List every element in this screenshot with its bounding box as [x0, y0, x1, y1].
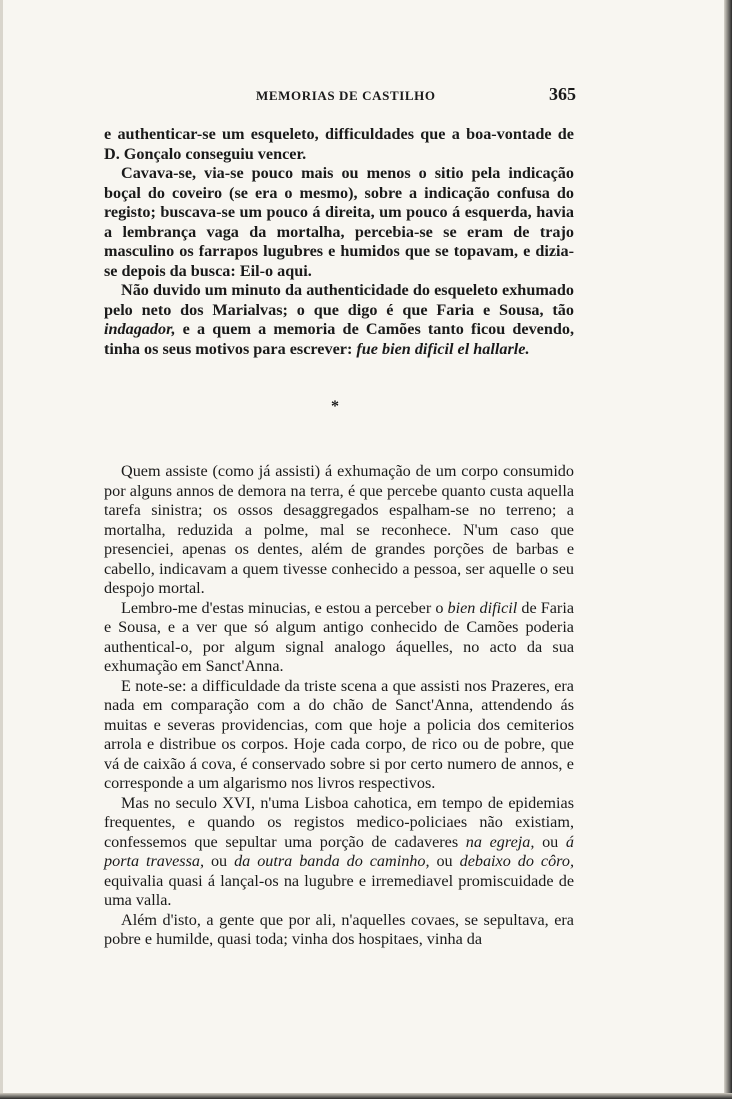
text-block-top	[104, 125, 574, 359]
page-bottom-edge	[0, 1093, 732, 1099]
paragraph: Não duvido um minuto da authenticidade do esqueleto exhumado pelo neto dos Marialvas; o que digo é que Faria e Sousa, tão indagador, e a quem a memoria de Camões tanto ficou devendo, tinha os seus motivos para escrever: fue bien dificil el hallarle.	[104, 281, 574, 358]
paragraph: Mas no seculo XVI, n'uma Lisboa cahotica, em tempo de epidemias frequentes, e quando os registos medico-policiaes não existiam, confessemos que sepultar uma porção de cadaveres na egreja, ou á porta travessa, ou da outra banda do caminho, ou debaixo do côro, equivalia quasi á lançal-os na lugubre e irremediavel promiscuidade de uma valla.	[104, 793, 575, 909]
paragraph: Quem assiste (como já assisti) á exhumação de um corpo consumido por alguns annos de demora na terra, é que percebe quanto custa aquella tarefa sinistra; os ossos desaggregados espalham-se no terreno; a mortalha, reduzida a polme, mal se reconhece. N'um caso que presenciei, apenas os dentes, além de grandes porções de barbas e cabello, indicavam a quem tivesse conhecido a pessoa, ser aquelle o seu despojo mortal.	[104, 462, 574, 597]
page-number: 365	[549, 84, 576, 104]
paragraph: E note-se: a difficuldade da triste scena a que assisti nos Prazeres, era nada em comparação com a do chão de Sanct'Anna, attendendo ás muitas e severas providencias, com que hoje a policia dos cemiterios arrola e distribue os corpos. Hoje cada corpo, de rico ou de pobre, que vá de caixão á cova, é conservado sobre si por certo numero de annos, e corresponde a um algarismo nos livros respectivos.	[104, 676, 574, 792]
running-title: MEMORIAS DE CASTILHO	[256, 88, 436, 103]
paragraph: Cavava-se, via-se pouco mais ou menos o sitio pela indicação boçal do coveiro (se era o mesmo), sobre a indicação confusa do registo; buscava-se um pouco á direita, um pouco á esquerda, havia a lembrança vaga da mortalha, percebia-se se eram de trajo masculino os farrapos lugubres e humidos que se topavam, e dizia-se depois da busca: Eil-o aqui.	[104, 164, 574, 280]
paragraph: Além d'isto, a gente que por ali, n'aquelles covaes, se sepultava, era pobre e humilde, quasi toda; vinha dos hospitaes, vinha da	[104, 910, 574, 948]
paragraph: e authenticar-se um esqueleto, difficuldades que a boa-vontade de D. Gonçalo conseguiu vencer.	[104, 125, 574, 163]
page-left-edge	[0, 0, 3, 1099]
paragraph: Lembro-me d'estas minucias, e estou a perceber o bien dificil de Faria e Sousa, e a ver que só algum antigo conhecido de Camões poderia authentical-o, por algum signal analogo áquelles, no acto da sua exhumação em Sanct'Anna.	[104, 598, 575, 675]
page-right-edge	[724, 0, 732, 1099]
text-block-bottom	[104, 462, 574, 950]
page-header	[104, 84, 576, 108]
section-ornament: *	[331, 398, 339, 415]
